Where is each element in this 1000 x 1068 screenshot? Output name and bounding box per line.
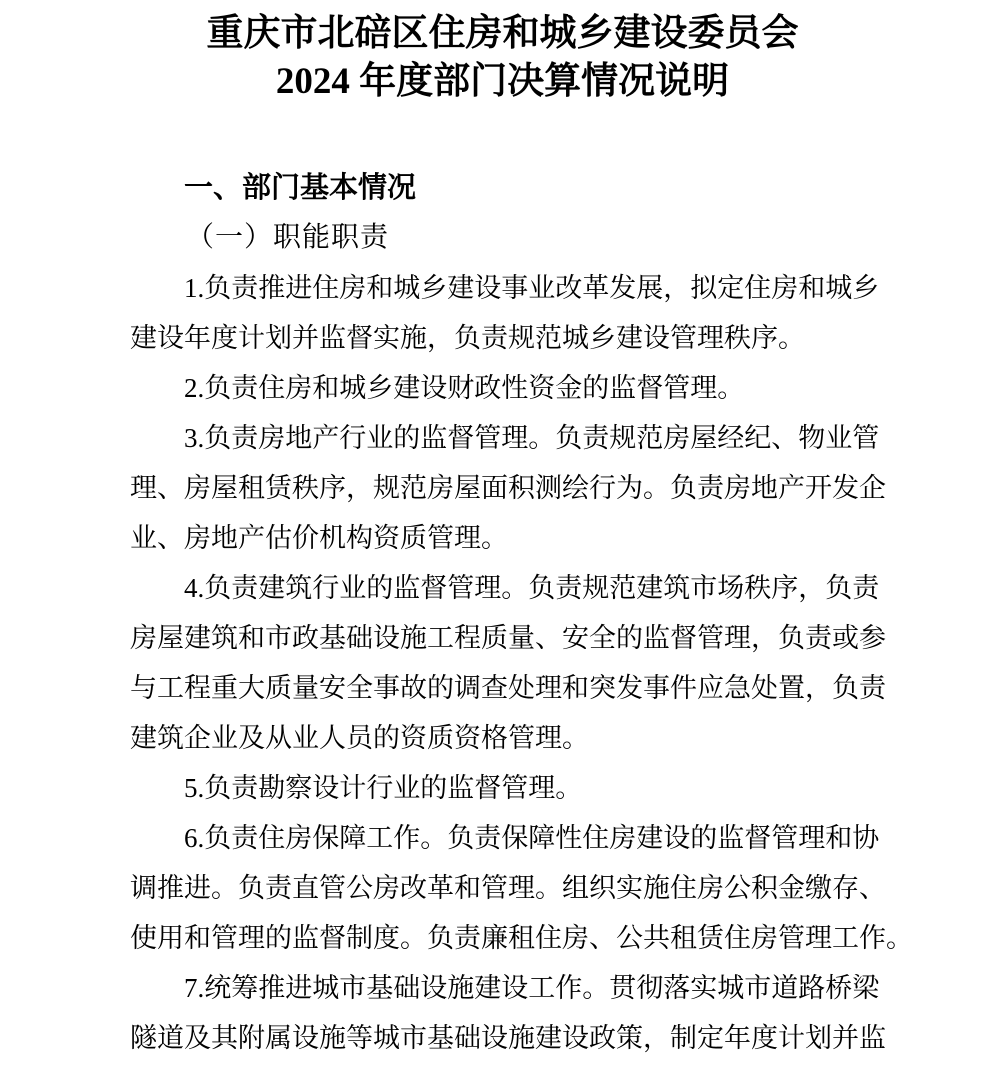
paragraph: [130, 763, 875, 813]
paragraph-line: 7.统筹推进城市基础设施建设工作。贯彻落实城市道路桥梁: [184, 973, 880, 1003]
paragraph-line: 1.负责推进住房和城乡建设事业改革发展，拟定住房和城乡: [184, 273, 880, 303]
paragraph-line: 5.负责勘察设计行业的监督管理。: [184, 773, 583, 803]
paragraph: [130, 813, 913, 963]
paragraph: [130, 563, 886, 763]
paragraph-line: 调推进。负责直管公房改革和管理。组织实施住房公积金缴存、: [130, 873, 886, 903]
paragraph-line: 6.负责住房保障工作。负责保障性住房建设的监督管理和协: [184, 823, 880, 853]
paragraph-line: 3.负责房地产行业的监督管理。负责规范房屋经纪、物业管: [184, 423, 880, 453]
paragraph-line: 与工程重大质量安全事故的调查处理和突发事件应急处置，负责: [130, 673, 886, 703]
paragraph-line: 房屋建筑和市政基础设施工程质量、安全的监督管理，负责或参: [130, 623, 886, 653]
paragraph-line: 建筑企业及从业人员的资质资格管理。: [130, 723, 589, 753]
subsection-heading: （一）职能职责: [186, 222, 390, 253]
paragraph-line: 理、房屋租赁秩序，规范房屋面积测绘行为。负责房地产开发企: [130, 473, 886, 503]
paragraph: [130, 363, 875, 413]
paragraph-line: 使用和管理的监督制度。负责廉租住房、公共租赁住房管理工作。: [130, 923, 913, 953]
paragraph: [130, 413, 886, 563]
document-title-line-1: 重庆市北碚区住房和城乡建设委员会: [206, 13, 799, 54]
paragraph-line: 2.负责住房和城乡建设财政性资金的监督管理。: [184, 373, 745, 403]
document-title-line-2: 2024 年度部门决算情况说明: [275, 61, 730, 102]
paragraph-line: 4.负责建筑行业的监督管理。负责规范建筑市场秩序，负责: [184, 573, 880, 603]
paragraph: [130, 963, 886, 1063]
section-heading: 一、部门基本情况: [184, 172, 417, 204]
paragraph-line: 隧道及其附属设施等城市基础设施建设政策，制定年度计划并监: [130, 1023, 886, 1053]
paragraph: [130, 263, 880, 363]
paragraph-line: 建设年度计划并监督实施，负责规范城乡建设管理秩序。: [130, 323, 805, 353]
paragraph-line: 业、房地产估价机构资质管理。: [130, 523, 508, 553]
